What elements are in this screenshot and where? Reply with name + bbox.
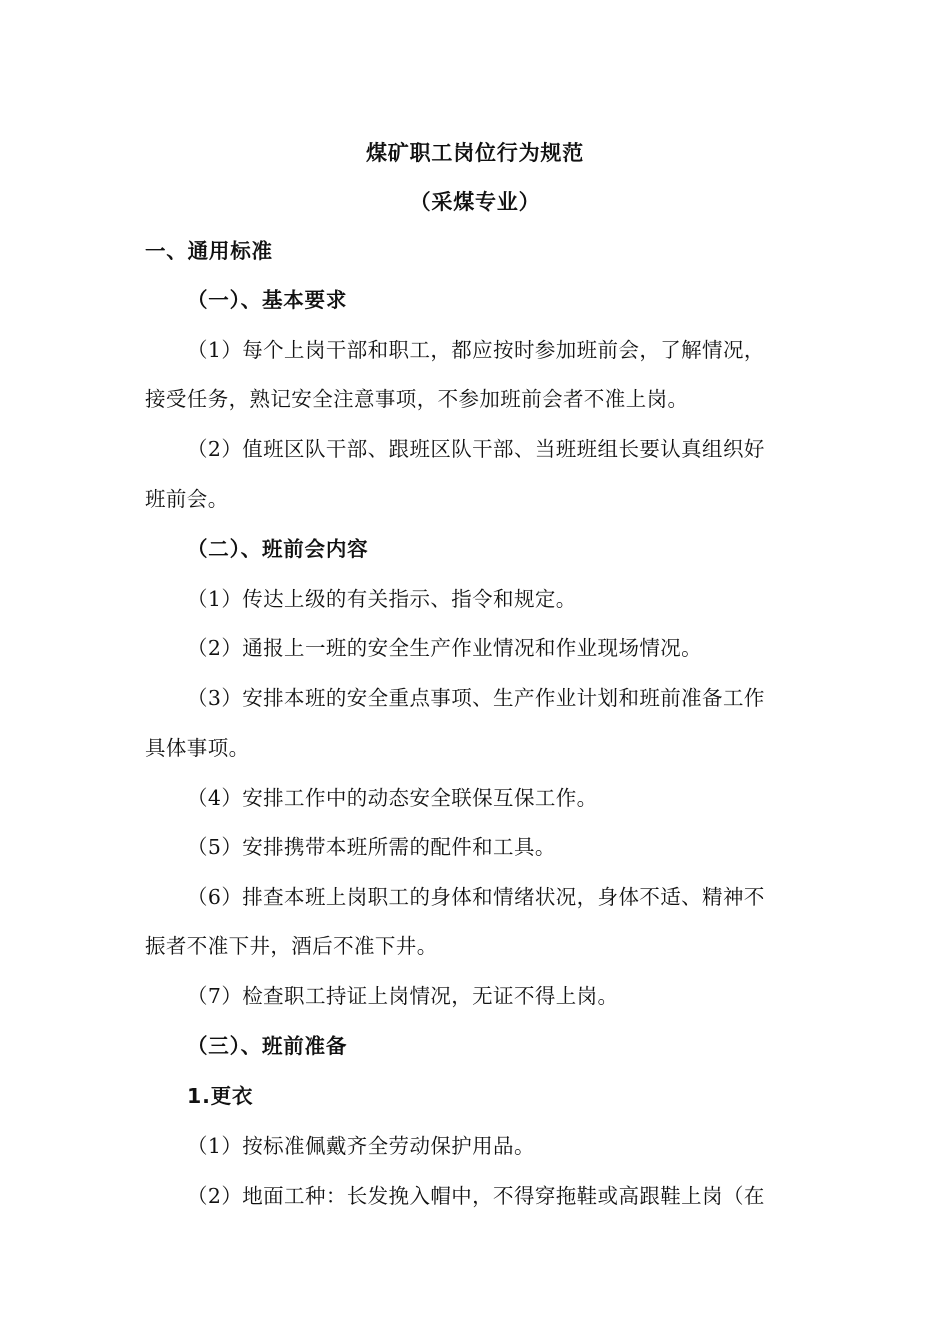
paragraph-line: 班前会。	[145, 487, 229, 511]
subsection-heading: （一）、基本要求	[187, 288, 348, 312]
list-item: （4）安排工作中的动态安全联保互保工作。	[187, 786, 598, 810]
list-item: （6）排查本班上岗职工的身体和情绪状况，身体不适、精神不	[187, 885, 765, 909]
item-heading: 1.更衣	[187, 1084, 254, 1108]
list-item: （1）传达上级的有关指示、指令和规定。	[187, 587, 577, 611]
list-item-continuation: 具体事项。	[145, 736, 250, 760]
section-heading: 一、通用标准	[145, 239, 273, 263]
list-item: （2）地面工种：长发挽入帽中，不得穿拖鞋或高跟鞋上岗（在	[187, 1184, 765, 1208]
paragraph-line: （2）值班区队干部、跟班区队干部、当班班组长要认真组织好	[187, 437, 765, 461]
paragraph-line: （1）每个上岗干部和职工，都应按时参加班前会，了解情况，	[187, 338, 765, 362]
list-item: （7）检查职工持证上岗情况，无证不得上岗。	[187, 984, 619, 1008]
subsection-heading: （三）、班前准备	[187, 1034, 348, 1058]
document-title: 煤矿职工岗位行为规范	[366, 141, 584, 165]
list-item: （1）按标准佩戴齐全劳动保护用品。	[187, 1134, 535, 1158]
document-subtitle: （采煤专业）	[409, 190, 541, 214]
list-item: （5）安排携带本班所需的配件和工具。	[187, 835, 556, 859]
list-item: （3）安排本班的安全重点事项、生产作业计划和班前准备工作	[187, 686, 765, 710]
subsection-heading: （二）、班前会内容	[187, 537, 369, 561]
paragraph-line: 接受任务，熟记安全注意事项，不参加班前会者不准上岗。	[145, 387, 689, 411]
list-item: （2）通报上一班的安全生产作业情况和作业现场情况。	[187, 636, 703, 660]
list-item-continuation: 振者不准下井，酒后不准下井。	[145, 934, 438, 958]
